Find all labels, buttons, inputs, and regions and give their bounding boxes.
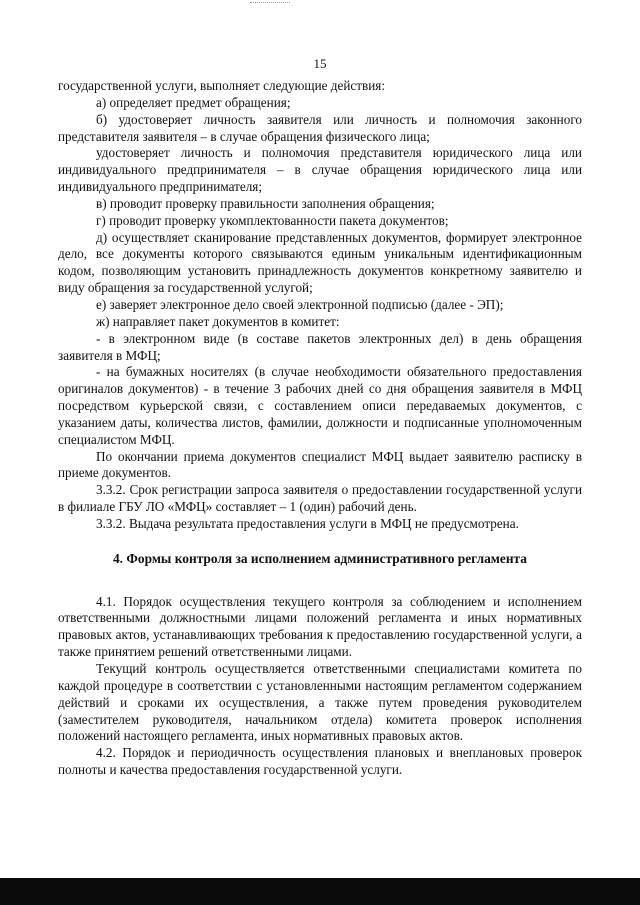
paragraph: г) проводит проверку укомплектованности пакета документов; [96,212,449,228]
scan-bottom-border [0,878,640,905]
paragraph: е) заверяет электронное дело своей электронной подписью (далее - ЭП); [96,296,504,312]
paragraph: в) проводит проверку правильности заполнения обращения; [96,195,435,211]
paragraph: д) осуществляет сканирование представленных документов, формирует электронное дело, все документы которого связываются единым уникальным идентификационным кодом, позволяющим установить принадлежность документов конкретному заявителю и виду обращения за государственной услугой; [58,229,582,296]
paragraph: 4.1. Порядок осуществления текущего контроля за соблюдением и исполнением ответственными должностными лицами положений регламента и иных нормативных правовых актов, устанавливающих требования к предоставлению государственной услуги, а также принятием решений ответственными лицами. [58,593,582,660]
procedure-steps [58,78,582,533]
control-section [58,594,582,779]
paragraph: 3.3.2. Выдача результата предоставления услуги в МФЦ не предусмотрена. [96,515,519,531]
paragraph: 4.2. Порядок и периодичность осуществления плановых и внеплановых проверок полноты и качества предоставления государственной услуги. [58,745,582,778]
document-body [58,78,582,779]
paragraph: - на бумажных носителях (в случае необходимости обязательного предоставления оригиналов документов) - в течение 3 рабочих дней со дня обращения заявителя в МФЦ посредством курьерской связи, с составлением описи передаваемых документов, с указанием даты, количества листов, фамилии, должности и подписанные уполномоченным специалистом МФЦ. [58,364,582,447]
paragraph: ж) направляет пакет документов в комитет: [96,313,340,329]
paragraph: удостоверяет личность и полномочия представителя юридического лица или индивидуального предпринимателя – в случае обращения юридического лица или индивидуального предпринимателя; [58,145,582,195]
paragraph: - в электронном виде (в составе пакетов электронных дел) в день обращения заявителя в МФЦ; [58,330,582,363]
paragraph: государственной услуги, выполняет следующие действия: [58,78,386,93]
paragraph: По окончании приема документов специалист МФЦ выдает заявителю расписку в приеме документов. [58,448,582,481]
paragraph: а) определяет предмет обращения; [96,94,291,110]
paragraph: б) удостоверяет личность заявителя или личность и полномочия законного представителя заявителя – в случае обращения физического лица; [58,111,582,144]
paragraph: Текущий контроль осуществляется ответственными специалистами комитета по каждой процедуре в соответствии с установленными настоящим регламентом содержанием действий и сроками их осуществления, а также путем проведения руководителем (заместителем руководителя, начальником отдела) комитета проверок исполнения положений настоящего регламента, иных нормативных правовых актов. [58,661,582,744]
paragraph: 3.3.2. Срок регистрации запроса заявителя о предоставлении государственной услуги в филиале ГБУ ЛО «МФЦ» составляет – 1 (один) рабочий день. [58,482,582,515]
scan-artifact [250,2,290,6]
page-number: 15 [313,56,327,71]
section-heading: 4. Формы контроля за исполнением административного регламента [112,550,527,566]
